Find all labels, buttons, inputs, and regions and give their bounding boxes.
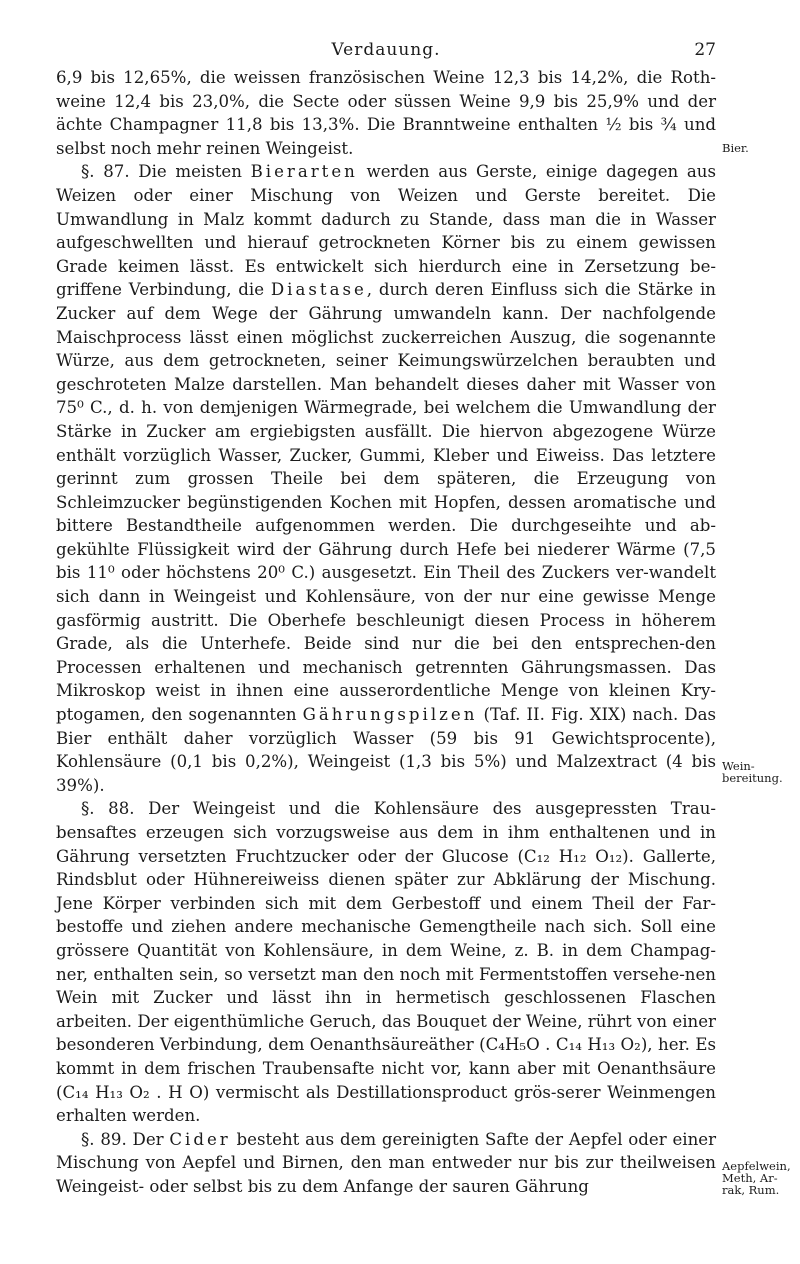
p87-text-mid1: werden aus Gerste, einige dagegen aus Weizen oder einer Mischung von Weizen und Gerste bereitet. Die Umwandlung in Malz kommt dadurch zu Stande, dass man die in Wasser aufgeschwellten und hierauf getrockneten Körner bis zu einem gewissen Grade keimen lässt. Es entwickelt sich hierdurch eine in Zersetzung be-griffene Verbindung, die: [56, 162, 716, 300]
term-diastase: Diastase: [270, 280, 367, 300]
p89-text-end: besteht aus dem gereinigten Safte der Aepfel oder einer Mischung von Aepfel und Birnen, den man entweder nur bis zur theilweisen Weingeist- oder selbst bis zu dem Anfange der sauren Gährung: [56, 1129, 717, 1196]
margin-note-aepfelwein: [722, 1160, 798, 1196]
margin-note-aepfel-line3: rak, Rum.: [722, 1183, 780, 1197]
paragraph-87-beer: [56, 160, 716, 797]
margin-note-bier-label: Bier.: [722, 141, 749, 155]
p87-text-start: §. 87. Die meisten: [81, 162, 251, 182]
paragraph-wine-alcohol: 6,9 bis 12,65%, die weissen französischen Weine 12,3 bis 14,2%, die Roth-weine 12,4 bis 23,0%, die Secte oder süssen Weine 9,9 bis 25,9% und der ächte Champagner 11,8 bis 13,3%. Die Branntweine enthalten ½ bis ¾ und selbst noch mehr reinen Weingeist.: [56, 68, 716, 158]
margin-note-bier: [722, 142, 798, 154]
margin-note-weinbereitung: [722, 760, 798, 784]
paragraph-88-wine: §. 88. Der Weingeist und die Kohlensäure des ausgepressten Trau-bensaftes erzeugen sich vorzugsweise aus dem in ihm enthaltenen und in Gährung versetzten Fruchtzucker oder der Glucose (C₁₂ H₁₂ O₁₂). Gallerte, Rindsblut oder Hühnereiweiss dienen später zur Abklärung der Mischung. Jene Körper verbinden sich mit dem Gerbestoff und einem Theil der Far-bestoffe und ziehen andere mechanische Gemengtheile nach sich. Soll eine grössere Quantität von Kohlensäure, in dem Weine, z. B. in dem Champag-ner, enthalten sein, so versetzt man den noch mit Fermentstoffen versehe-nen Wein mit Zucker und lässt ihn in hermetisch geschlossenen Flaschen arbeiten. Der eigenthümliche Geruch, das Bouquet der Weine, rührt von einer besonderen Verbindung, dem Oenanthsäureäther (C₄H₅O . C₁₄ H₁₃ O₂), her. Es kommt in dem frischen Traubensafte nicht vor, kann aber mit Oenanthsäure (C₁₄ H₁₃ O₂ . H O) vermischt als Destillationsproduct grös-serer Weinmengen erhalten werden.: [56, 799, 716, 1126]
margin-note-wein-line2: bereitung.: [722, 771, 783, 785]
body-text: [56, 66, 716, 1199]
p87-text-mid2: , durch deren Einfluss sich die Stärke in Zucker auf dem Wege der Gährung umwandeln kann. Der nachfolgende Maischprocess lässt einen möglichst zuckerreichen Auszug, die sogenannte Würze, aus dem getrockneten, seiner Keimungswürzelchen beraubten und geschroteten Malze darstellen. Man behandelt dieses daher mit Wasser von 75⁰ C., d. h. von demjenigen Wärmegrade, bei welchem die Umwandlung der Stärke in Zucker am ergiebigsten ausfällt. Die hiervon abgezogene Würze enthält vorzüglich Wasser, Zucker, Gummi, Kleber und Eiweiss. Das letztere gerinnt zum grossen Theile bei dem späteren, die Erzeugung von Schleimzucker begünstigenden Kochen mit Hopfen, dessen aromatische und bittere Bestandtheile aufgenommen werden. Die durchgeseihte und ab-gekühlte Flüssigkeit wird der Gährung durch Hefe bei niederer Wärme (7,5 bis 11⁰ oder höchstens 20⁰ C.) ausgesetzt. Ein Theil des Zuckers ver-wandelt sich dann in Weingeist und Kohlensäure, von der nur eine gewisse Menge gasförmig austritt. Die Oberhefe beschleunigt diesen Process in höherem Grade, als die Unterhefe. Beide sind nur die bei den entsprechen-den Processen erhaltenen und mechanisch getrennten Gährungsmassen. Das Mikroskop weist in ihnen eine ausserordentliche Menge von kleinen Kry-ptogamen, den sogenannten: [56, 280, 716, 725]
running-header: [56, 40, 716, 64]
margin-note-wein-line1: Wein-: [722, 759, 755, 773]
term-bierarten: Bierarten: [250, 162, 358, 182]
term-cider: Cider: [169, 1129, 231, 1149]
p87-text-end: (Taf. II. Fig. XIX) nach. Das Bier enthält daher vorzüglich Wasser (59 bis 91 Gewichtsprocente), Kohlensäure (0,1 bis 0,2%), Weingeist (1,3 bis 5%) und Malzextract (4 bis 39%).: [56, 705, 716, 795]
margin-note-aepfel-line1: Aepfelwein,: [722, 1159, 791, 1173]
p89-text-start: §. 89. Der: [81, 1129, 170, 1149]
header-title: Verdauung.: [331, 40, 441, 60]
term-gaehrungspilzen: Gährungspilzen: [302, 705, 478, 725]
margin-note-aepfel-line2: Meth, Ar-: [722, 1171, 778, 1185]
page-number: 27: [694, 40, 716, 60]
paragraph-89-cider: [56, 1128, 716, 1199]
